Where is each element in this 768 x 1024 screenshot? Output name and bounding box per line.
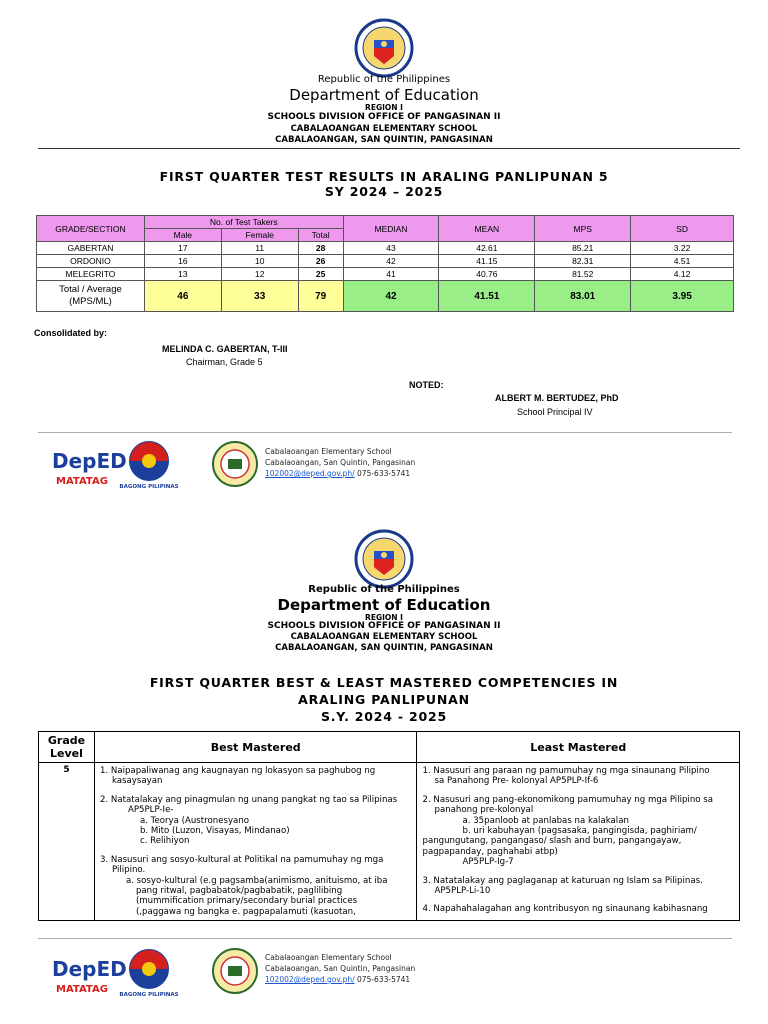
- footer-email-link[interactable]: 102002@deped.gov.ph/: [265, 975, 355, 984]
- list-item: 2. Nasusuri ang pang-ekonomikong pamumuhay ng mga Pilipino sa panahong pre-kolonyal a. 35panloob at panlabas na kalakalan b. uri kabuhayan (pagsasaka, pangingisda, paghiriam/ pangungutang, pangangaso/ slash and burn, pangangayaw, pagpapanday, paghahabi atbp) AP5PLP-Ig-7: [422, 794, 713, 868]
- list-item: 1. Nasusuri ang paraan ng pamumuhay ng mga sinaunang Pilipino sa Panahong Pre- kolonyal AP5PLP-If-6: [422, 766, 710, 787]
- republic-label: Republic of the Philippines: [317, 74, 451, 85]
- summary-female-cell: 33: [221, 281, 298, 312]
- test-takers-header: No. of Test Takers: [144, 216, 343, 229]
- list-item: 1. Naipapaliwanag ang kaugnayan ng lokasyon sa paghubog ng kasaysayan: [99, 766, 376, 787]
- division-office-label-2: SCHOOLS DIVISION OFFICE OF PANGASINAN II: [267, 621, 501, 631]
- table-row: [37, 268, 734, 281]
- noted-label: NOTED:: [409, 380, 444, 390]
- least-mastered-cell: [417, 763, 740, 921]
- footer-contact-2: [265, 952, 415, 985]
- division-office-label: SCHOOLS DIVISION OFFICE OF PANGASINAN II: [267, 112, 501, 122]
- deped-seal-icon: [354, 529, 414, 589]
- least-mastered-header: Least Mastered: [417, 732, 740, 763]
- mean-header: MEAN: [439, 216, 535, 242]
- footer-school-name: Cabalaoangan Elementary School: [265, 447, 392, 456]
- list-item: 4. Napahahalagahan ang kontribusyon ng sinaunang kabihasnang: [422, 904, 708, 915]
- total-cell: 26: [298, 255, 343, 268]
- summary-label-cell: [37, 281, 145, 312]
- region-label: REGION I: [365, 103, 403, 112]
- footer-contact-line: [265, 468, 415, 479]
- sd-cell: 3.22: [631, 242, 734, 255]
- footer-divider: [38, 432, 732, 433]
- mps-cell: 81.52: [535, 268, 631, 281]
- bagong-pilipinas-logo-icon: [120, 440, 178, 490]
- male-cell: 17: [144, 242, 221, 255]
- matatag-logo-text: MATATAG: [56, 984, 108, 995]
- footer-divider-2: [38, 938, 732, 939]
- consolidated-by-label: Consolidated by:: [34, 328, 108, 338]
- mps-cell: 85.21: [535, 242, 631, 255]
- female-cell: 11: [221, 242, 298, 255]
- matatag-logo-text: MATATAG: [56, 476, 108, 487]
- mean-cell: 41.15: [439, 255, 535, 268]
- deped-matatag-logo-icon: [50, 952, 127, 996]
- summary-total-cell: 79: [298, 281, 343, 312]
- grade-level-header-line1: Grade: [47, 734, 86, 747]
- school-name-label: CABALAOANGAN ELEMENTARY SCHOOL: [290, 124, 478, 134]
- female-cell: 10: [221, 255, 298, 268]
- department-title-2: Department of Education: [277, 596, 491, 614]
- school-address-label: CABALAOANGAN, SAN QUINTIN, PANGASINAN: [275, 135, 493, 145]
- sd-cell: 4.12: [631, 268, 734, 281]
- male-header: Male: [144, 229, 221, 242]
- test-results-table: [36, 215, 734, 312]
- table-row: [37, 255, 734, 268]
- competencies-table: [38, 731, 740, 921]
- footer-email-link[interactable]: 102002@deped.gov.ph/: [265, 469, 355, 478]
- best-mastered-header: Best Mastered: [94, 732, 417, 763]
- section-cell: GABERTAN: [37, 242, 145, 255]
- bagong-pilipinas-text: BAGONG PILIPINAS: [119, 992, 179, 998]
- footer-phone: 075-633-5741: [354, 469, 411, 478]
- bagong-pilipinas-logo-icon: [120, 948, 178, 998]
- list-item: 3. Natatalakay ang paglaganap at katuruan ng Islam sa Pilipinas. AP5PLP-Li-10: [422, 875, 703, 897]
- summary-male-cell: 46: [144, 281, 221, 312]
- median-cell: 41: [343, 268, 439, 281]
- grade-section-header: GRADE/SECTION: [37, 216, 145, 242]
- sd-cell: 4.51: [631, 255, 734, 268]
- section-cell: ORDONIO: [37, 255, 145, 268]
- noted-name: ALBERT M. BERTUDEZ, PhD: [495, 393, 619, 403]
- male-cell: 13: [144, 268, 221, 281]
- summary-mps-cell: 83.01: [535, 281, 631, 312]
- summary-label-line2: (MPS/ML): [69, 296, 112, 307]
- deped-logo-text: DepED: [52, 957, 127, 981]
- female-cell: 12: [221, 268, 298, 281]
- bagong-pilipinas-text: BAGONG PILIPINAS: [119, 484, 179, 490]
- sd-header: SD: [631, 216, 734, 242]
- footer-phone: 075-633-5741: [354, 975, 411, 984]
- table-row: [37, 242, 734, 255]
- consolidated-role: Chairman, Grade 5: [186, 357, 263, 367]
- total-cell: 25: [298, 268, 343, 281]
- least-mastered-list: [418, 764, 738, 917]
- mean-cell: 42.61: [439, 242, 535, 255]
- header-divider: [38, 148, 740, 149]
- consolidated-name: MELINDA C. GABERTAN, T-III: [162, 344, 288, 354]
- summary-label-line1: Total / Average: [59, 284, 122, 295]
- school-seal-icon: [212, 441, 258, 487]
- report2-title-line3: S.Y. 2024 - 2025: [320, 709, 448, 724]
- total-header: Total: [298, 229, 343, 242]
- male-cell: 16: [144, 255, 221, 268]
- school-address-label-2: CABALAOANGAN, SAN QUINTIN, PANGASINAN: [275, 643, 493, 653]
- footer-contact-line: [265, 974, 415, 985]
- republic-label-2: Republic of the Philippines: [308, 584, 460, 595]
- region-label-2: REGION I: [365, 613, 403, 622]
- summary-row: [37, 281, 734, 312]
- department-title: Department of Education: [289, 86, 479, 104]
- grade-level-cell: 5: [39, 763, 95, 921]
- report2-title-line1: FIRST QUARTER BEST & LEAST MASTERED COMPETENCIES IN: [149, 675, 619, 690]
- mean-cell: 40.76: [439, 268, 535, 281]
- summary-sd-cell: 3.95: [631, 281, 734, 312]
- best-mastered-cell: [94, 763, 417, 921]
- deped-logo-text: DepED: [52, 449, 127, 473]
- median-cell: 43: [343, 242, 439, 255]
- median-header: MEDIAN: [343, 216, 439, 242]
- best-mastered-list: [96, 764, 416, 919]
- footer-contact: [265, 446, 415, 479]
- female-header: Female: [221, 229, 298, 242]
- footer-address: Cabalaoangan, San Quintin, Pangasinan: [265, 458, 416, 467]
- list-item: 2. Natatalakay ang pinagmulan ng unang pangkat ng tao sa Pilipinas AP5PLP-Ie- a. Teorya (Austronesyano b. Mito (Luzon, Visayas, Mindanao) c. Relihiyon: [99, 794, 398, 847]
- median-cell: 42: [343, 255, 439, 268]
- section-cell: MELEGRITO: [37, 268, 145, 281]
- mps-header: MPS: [535, 216, 631, 242]
- deped-seal-icon: [354, 18, 414, 78]
- list-item: 3. Nasusuri ang sosyo-kultural at Politikal na pamumuhay ng mga Pilipino. a. sosyo-kultural (e.g pagsamba(animismo, anituismo, at iba pang ritwal, pagbabatok/pagbabatik, paglilibing (mummification primary/secondary burial practices (,paggawa ng bangka e. pagpapalamuti (kasuotan,: [99, 854, 388, 917]
- total-cell: 28: [298, 242, 343, 255]
- footer-address: Cabalaoangan, San Quintin, Pangasinan: [265, 964, 416, 973]
- grade-level-header-line2: Level: [50, 747, 83, 760]
- school-seal-icon: [212, 948, 258, 994]
- report-title-line2: SY 2024 – 2025: [324, 184, 444, 199]
- grade-level-header: [39, 732, 95, 763]
- report2-title-line2: ARALING PANLIPUNAN: [298, 692, 470, 707]
- school-name-label-2: CABALAOANGAN ELEMENTARY SCHOOL: [290, 632, 478, 642]
- footer-school-name: Cabalaoangan Elementary School: [265, 953, 392, 962]
- mps-cell: 82.31: [535, 255, 631, 268]
- summary-mean-cell: 41.51: [439, 281, 535, 312]
- report-title-line1: FIRST QUARTER TEST RESULTS IN ARALING PANLIPUNAN 5: [159, 169, 609, 184]
- noted-role: School Principal IV: [517, 407, 593, 417]
- summary-median-cell: 42: [343, 281, 439, 312]
- deped-matatag-logo-icon: [50, 444, 127, 488]
